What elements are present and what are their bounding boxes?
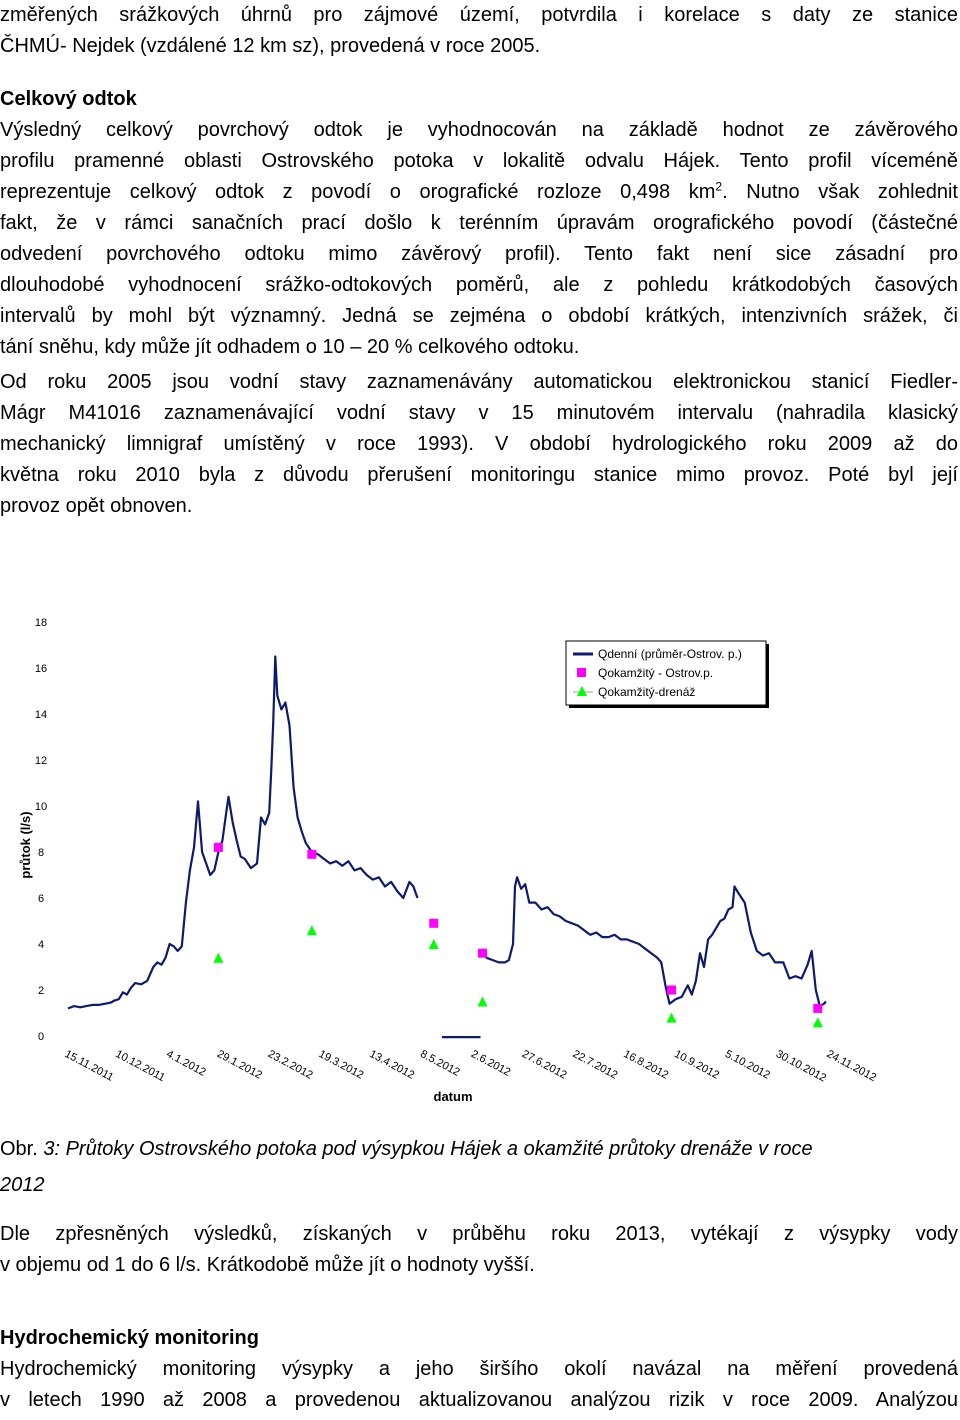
superscript: 2 xyxy=(715,179,723,194)
text-line: odvedení povrchového odtoku mimo závěrový profil). Tento fakt není sice zásadní pro xyxy=(0,243,958,265)
x-tick-label: 15.11.2011 xyxy=(62,1048,116,1084)
x-tick-label: 8.5.2012 xyxy=(418,1048,462,1079)
point-drain-flow xyxy=(429,939,439,949)
x-tick-label: 24.11.2012 xyxy=(824,1048,879,1085)
text-line: intervalů by mohl být významný. Jedná se zejména o období krátkých, intenzivních srážek, či xyxy=(0,305,958,327)
x-tick-label: 27.6.2012 xyxy=(519,1048,569,1082)
text-line: Od roku 2005 jsou vodní stavy zaznamenávány automatickou elektronickou stanicí Fiedler- xyxy=(0,371,958,393)
y-tick-label: 6 xyxy=(37,893,45,905)
y-tick-label: 18 xyxy=(34,617,48,629)
section-station xyxy=(0,367,958,522)
flow-chart xyxy=(0,600,960,1120)
point-drain-flow xyxy=(307,925,317,935)
x-tick-label: 30.10.2012 xyxy=(773,1048,829,1085)
point-drain-flow xyxy=(478,997,488,1007)
point-instant-flow xyxy=(429,919,438,928)
text-fragment: reprezentuje celkový odtok z povodí o orografické rozloze 0,498 km xyxy=(0,181,716,203)
x-tick-label: 29.1.2012 xyxy=(214,1048,264,1082)
point-instant-flow xyxy=(307,850,316,859)
section-heading: Celkový odtok xyxy=(0,88,137,110)
x-tick-label: 16.8.2012 xyxy=(621,1048,671,1082)
x-axis-label: datum xyxy=(433,1089,473,1104)
x-tick-label: 10.9.2012 xyxy=(672,1048,722,1082)
legend-entry: Qokamžitý-drenáž xyxy=(598,685,696,699)
x-tick-label: 19.3.2012 xyxy=(316,1048,366,1082)
caption-text: 3: Průtoky Ostrovského potoka pod výsypkou Hájek a okamžité průtoky drenáže v roce xyxy=(37,1138,813,1160)
point-instant-flow xyxy=(813,1004,822,1013)
point-drain-flow xyxy=(667,1013,677,1023)
legend xyxy=(566,641,769,708)
text-line: května roku 2010 byla z důvodu přerušení monitoringu stanice mimo provoz. Poté byl její xyxy=(0,464,958,486)
text-fragment: . Nutno však zohlednit xyxy=(722,181,958,203)
section-total-runoff xyxy=(0,84,958,363)
text-line: ČHMÚ- Nejdek (vzdálené 12 km sz), provedená v roce 2005. xyxy=(0,35,541,57)
y-tick-label: 4 xyxy=(37,939,45,951)
top-paragraph xyxy=(0,0,958,62)
point-drain-flow xyxy=(213,953,223,963)
y-tick-label: 0 xyxy=(37,1031,45,1043)
y-tick-label: 2 xyxy=(37,985,45,997)
legend-entry: Qdenní (průměr-Ostrov. p.) xyxy=(598,647,742,661)
text-line: Mágr M41016 zaznamenávající vodní stavy v 15 minutovém intervalu (nahradila klasický xyxy=(0,402,958,424)
y-tick-label: 16 xyxy=(34,663,48,675)
text-line: dlouhodobé vyhodnocení srážko-odtokových poměrů, ale z pohledu krátkodobých časových xyxy=(0,274,958,296)
x-axis xyxy=(63,1048,879,1084)
y-axis-label: průtok (l/s) xyxy=(18,811,33,879)
point-instant-flow xyxy=(667,986,676,995)
text-line: Dle zpřesněných výsledků, získaných v průběhu roku 2013, vytékají z výsypky vody xyxy=(0,1223,958,1245)
point-drain-flow xyxy=(813,1017,823,1027)
text-line: profilu pramenné oblasti Ostrovského potoka v lokalitě odvalu Hájek. Tento profil víceméně xyxy=(0,150,958,172)
text-line: tání sněhu, kdy může jít odhadem o 10 – 20 % celkového odtoku. xyxy=(0,336,580,358)
text-line: Hydrochemický monitoring výsypky a jeho širšího okolí navázal na měření provedená xyxy=(0,1358,958,1380)
figure-caption xyxy=(0,1131,958,1203)
x-tick-label: 22.7.2012 xyxy=(570,1048,620,1082)
x-tick-label: 5.10.2012 xyxy=(722,1048,772,1082)
text-line: v letech 1990 až 2008 a provedenou aktualizovanou analýzou rizik v roce 2009. Analýzou xyxy=(0,1389,958,1411)
y-tick-label: 8 xyxy=(37,847,45,859)
x-tick-label: 10.12.2011 xyxy=(113,1048,167,1085)
text-line: provoz opět obnoven. xyxy=(0,495,193,517)
point-instant-flow xyxy=(214,843,223,852)
series-line-daily-flow xyxy=(483,877,826,1006)
text-line: Výsledný celkový povrchový odtok je vyhodnocován na základě hodnot ze závěrového xyxy=(0,119,958,141)
text-line: v objemu od 1 do 6 l/s. Krátkodobě může jít o hodnoty vyšší. xyxy=(0,1254,535,1276)
y-axis xyxy=(35,617,47,1043)
y-tick-label: 12 xyxy=(34,755,48,767)
legend-square-marker xyxy=(577,668,586,677)
caption-line xyxy=(0,1131,958,1167)
x-tick-label: 2.6.2012 xyxy=(468,1048,513,1079)
x-tick-label: 4.1.2012 xyxy=(164,1048,208,1079)
series-line-daily-flow xyxy=(68,657,418,1009)
x-tick-label: 13.4.2012 xyxy=(367,1048,417,1082)
results-paragraph xyxy=(0,1219,958,1281)
y-tick-label: 14 xyxy=(34,709,48,721)
text-line: změřených srážkových úhrnů pro zájmové území, potvrdila i korelace s daty ze stanice xyxy=(0,4,958,26)
point-instant-flow xyxy=(478,949,487,958)
x-tick-label: 23.2.2012 xyxy=(265,1048,315,1082)
legend-entry: Qokamžitý - Ostrov.p. xyxy=(598,666,714,680)
text-line: fakt, že v rámci sanačních prací došlo k terénním úpravám orografického povodí (částečné xyxy=(0,212,958,234)
y-tick-label: 10 xyxy=(34,801,48,813)
section-hydrochemical xyxy=(0,1323,958,1416)
section-heading: Hydrochemický monitoring xyxy=(0,1327,259,1349)
text-line xyxy=(0,177,958,208)
text-line: mechanický limnigraf umístěný v roce 1993). V období hydrologického roku 2009 až do xyxy=(0,433,958,455)
plot-area xyxy=(68,657,826,1038)
caption-line: 2012 xyxy=(0,1174,45,1196)
caption-prefix: Obr. xyxy=(0,1138,38,1160)
